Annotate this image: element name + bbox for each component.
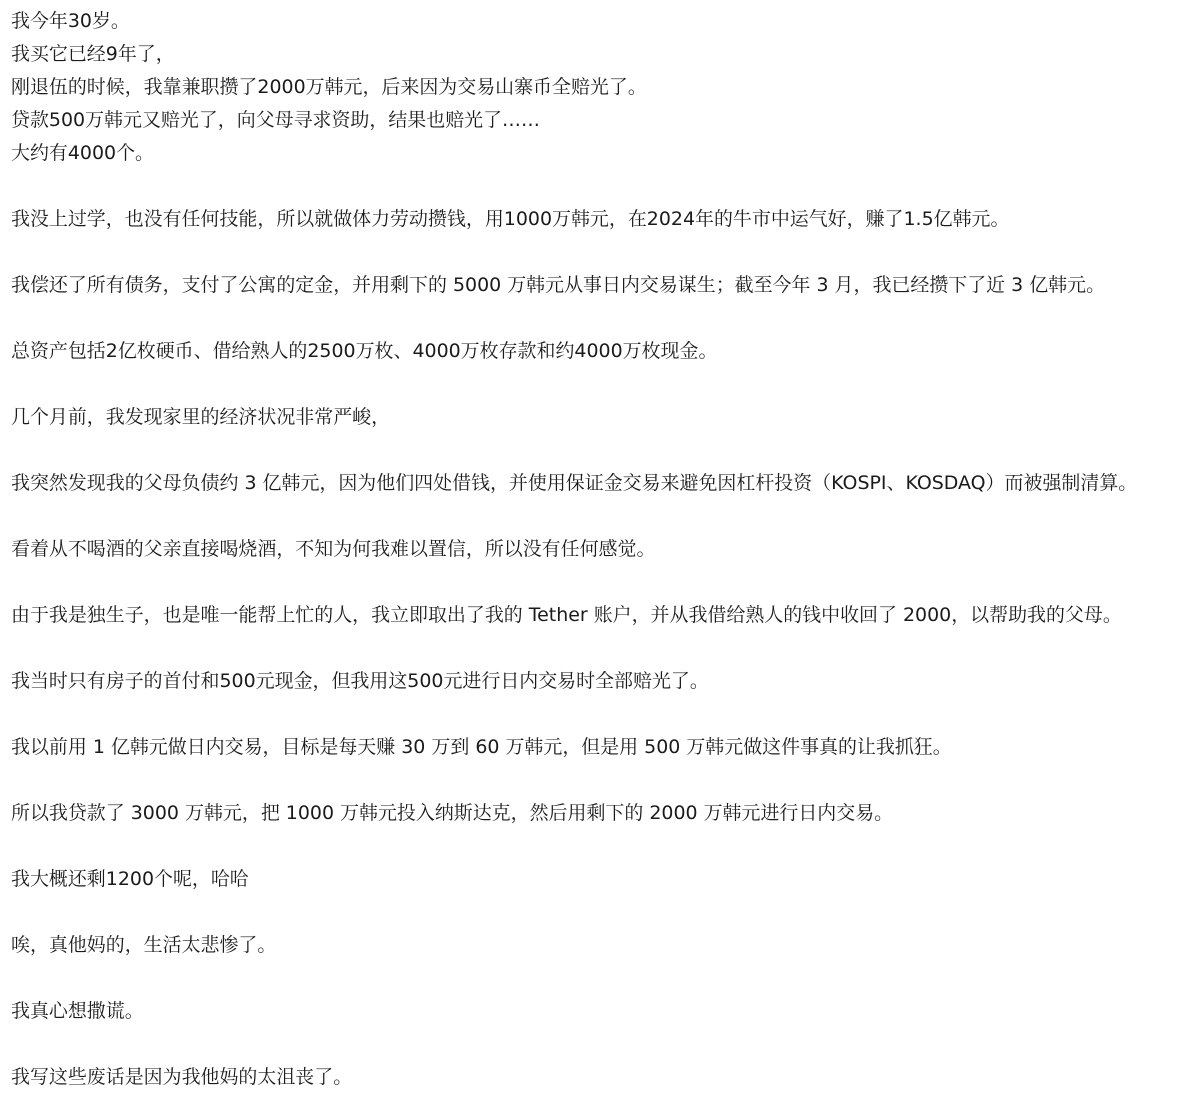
paragraph-gap xyxy=(11,500,1200,533)
text-line: 大约有4000个。 xyxy=(11,142,154,164)
paragraph-gap xyxy=(11,236,1200,269)
paragraph-gap xyxy=(11,896,1200,929)
post-body xyxy=(11,5,1200,1094)
text-line: 我大概还剩1200个呢，哈哈 xyxy=(11,868,249,890)
paragraph-gap xyxy=(11,170,1200,203)
paragraph-gap xyxy=(11,698,1200,731)
text-line: 总资产包括2亿枚硬币、借给熟人的2500万枚、4000万枚存款和约4000万枚现金。 xyxy=(11,340,718,362)
paragraph-gap xyxy=(11,368,1200,401)
text-line: 几个月前，我发现家里的经济状况非常严峻， xyxy=(11,406,391,428)
text-line: 我以前用 1 亿韩元做日内交易，目标是每天赚 30 万到 60 万韩元，但是用 500 万韩元做这件事真的让我抓狂。 xyxy=(11,736,952,758)
text-line: 我没上过学，也没有任何技能，所以就做体力劳动攒钱，用1000万韩元，在2024年的牛市中运气好，赚了1.5亿韩元。 xyxy=(11,208,1010,230)
paragraph-gap xyxy=(11,962,1200,995)
text-line: 我买它已经9年了， xyxy=(11,43,175,65)
paragraph-gap xyxy=(11,830,1200,863)
text-line: 看着从不喝酒的父亲直接喝烧酒，不知为何我难以置信，所以没有任何感觉。 xyxy=(11,538,656,560)
text-line: 我写这些废话是因为我他妈的太沮丧了。 xyxy=(11,1066,353,1088)
text-line: 唉，真他妈的，生活太悲惨了。 xyxy=(11,934,277,956)
text-line: 我当时只有房子的首付和500元现金，但我用这500元进行日内交易时全部赔光了。 xyxy=(11,670,709,692)
paragraph-gap xyxy=(11,434,1200,467)
text-line: 我真心想撒谎。 xyxy=(11,1000,144,1022)
paragraph-gap xyxy=(11,632,1200,665)
text-line: 我今年30岁。 xyxy=(11,10,130,32)
paragraph-gap xyxy=(11,764,1200,797)
text-line: 我突然发现我的父母负债约 3 亿韩元，因为他们四处借钱，并使用保证金交易来避免因杠杆投资（KOSPI、KOSDAQ）而被强制清算。 xyxy=(11,472,1138,494)
paragraph-gap xyxy=(11,566,1200,599)
text-line: 贷款500万韩元又赔光了，向父母寻求资助，结果也赔光了…… xyxy=(11,109,540,131)
text-line: 所以我贷款了 3000 万韩元，把 1000 万韩元投入纳斯达克，然后用剩下的 2000 万韩元进行日内交易。 xyxy=(11,802,894,824)
text-line: 我偿还了所有债务，支付了公寓的定金，并用剩下的 5000 万韩元从事日内交易谋生；截至今年 3 月，我已经攒下了近 3 亿韩元。 xyxy=(11,274,1106,296)
paragraph-gap xyxy=(11,1028,1200,1061)
text-line: 由于我是独生子，也是唯一能帮上忙的人，我立即取出了我的 Tether 账户，并从我借给熟人的钱中收回了 2000，以帮助我的父母。 xyxy=(11,604,1122,626)
text-line: 刚退伍的时候，我靠兼职攒了2000万韩元，后来因为交易山寨币全赔光了。 xyxy=(11,76,647,98)
paragraph-gap xyxy=(11,302,1200,335)
